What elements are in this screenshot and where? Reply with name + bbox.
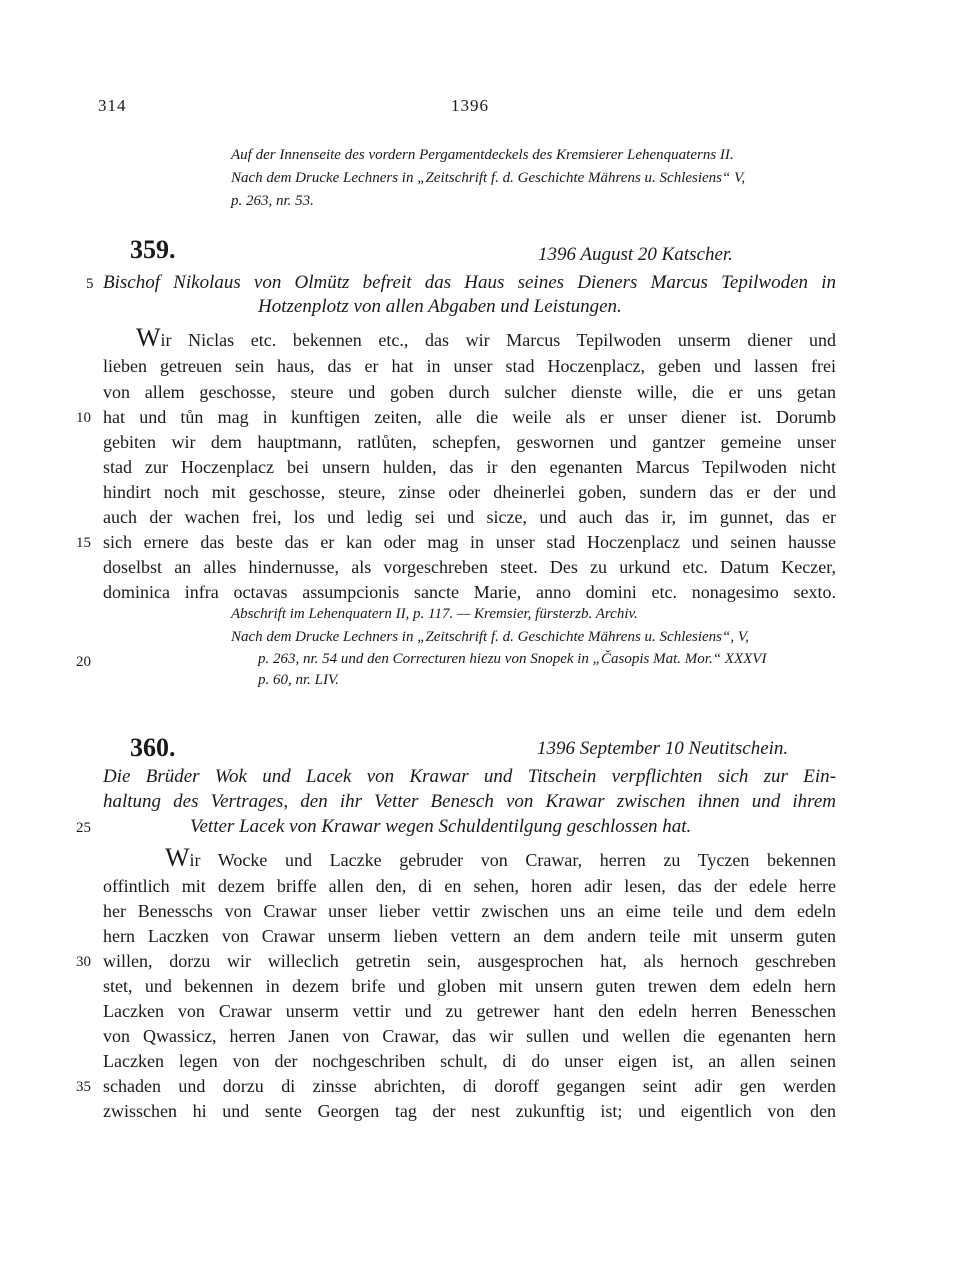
body-first-line: Wir Wocke und Laczke gebruder von Crawar, herren zu Tyczen bekennen xyxy=(165,843,836,872)
body-line: von Qwassicz, herren Janen von Crawar, das wir sullen und wellen die egenanten hern xyxy=(103,1026,836,1046)
line-number: 10 xyxy=(76,410,91,426)
line-number: 15 xyxy=(76,535,91,551)
body-line: gebiten wir dem hauptmann, ratlůten, schepfen, geswornen und gantzer gemeine unser xyxy=(103,432,836,452)
document-date-place: 1396 September 10 Neutitschein. xyxy=(537,738,789,759)
body-line: willen, dorzu wir willeclich getretin sein, ausgesprochen hat, als hernoch geschreben xyxy=(103,951,836,971)
body-line: Laczken legen von der nochgeschriben schult, di do unser eigen ist, an allen seinen xyxy=(103,1051,836,1071)
running-header-year: 1396 xyxy=(451,96,489,115)
body-line: sich ernere das beste das er kan oder mag in unser stad Hoczenplacz und seinen hausse xyxy=(103,532,836,552)
body-line: hindirt noch mit geschosse, steure, zinse oder dheinerlei goben, sundern das er der und xyxy=(103,482,836,502)
line-number: 35 xyxy=(76,1079,91,1095)
body-line: schaden und dorzu di zinsse abrichten, di doroff gegangen seint adir gen werden xyxy=(103,1076,836,1096)
document-number: 359. xyxy=(130,235,176,264)
line-number: 20 xyxy=(76,654,91,670)
body-line: zwisschen hi und sente Georgen tag der nest zukunftig ist; und eigentlich von den xyxy=(103,1101,836,1121)
page-number: 314 xyxy=(98,96,127,115)
source-note-line: p. 60, nr. LIV. xyxy=(258,672,339,688)
regest-line: Hotzenplotz von allen Abgaben und Leistungen. xyxy=(258,296,622,317)
body-line: hat und tůn mag in kunftigen zeiten, alle die weile als er unser diener ist. Dorumb xyxy=(103,407,836,427)
body-line: dominica infra octavas assumpcionis sancte Marie, anno domini etc. nonagesimo sexto. xyxy=(103,582,836,602)
source-note-line: Abschrift im Lehenquatern II, p. 117. — Kremsier, fürsterzb. Archiv. xyxy=(231,606,638,622)
document-number: 360. xyxy=(130,733,176,762)
line-number: 5 xyxy=(86,276,94,292)
body-line: her Benesschs von Crawar unser lieber vettir zwischen uns an eime teile und dem edeln xyxy=(103,901,836,921)
body-line: offintlich mit dezem briffe allen den, di en sehen, horen adir lesen, das der edele herre xyxy=(103,876,836,896)
body-line: Laczken von Crawar unserm vettir und zu getrewer hant den edeln herren Benesschen xyxy=(103,1001,836,1021)
source-note-line: p. 263, nr. 54 und den Correcturen hiezu von Snopek in „Časopis Mat. Mor.“ XXXVI xyxy=(258,651,767,667)
initial-letter: W xyxy=(136,323,161,352)
body-line: hern Laczken von Crawar unserm lieben vettern an dem andern teile mit unserm guten xyxy=(103,926,836,946)
line-number: 30 xyxy=(76,954,91,970)
regest-line: Die Brüder Wok und Lacek von Krawar und Titschein verpflichten sich zur Ein- xyxy=(103,766,836,787)
regest-line: haltung des Vertrages, den ihr Vetter Benesch von Krawar zwischen ihnen und ihrem xyxy=(103,791,836,812)
body-first-line: Wir Niclas etc. bekennen etc., das wir Marcus Tepilwoden unserm diener und xyxy=(136,323,836,352)
body-line: stad zur Hoczenplacz bei unsern hulden, das ir den egenanten Marcus Tepilwoden nicht xyxy=(103,457,836,477)
line-number: 25 xyxy=(76,820,91,836)
regest-line: Vetter Lacek von Krawar wegen Schuldentilgung geschlossen hat. xyxy=(190,816,692,837)
body-line: lieben getreuen sein haus, das er hat in unser stad Hoczenplacz, geben und lassen frei xyxy=(103,356,836,376)
source-note-line: Auf der Innenseite des vordern Pergamentdeckels des Kremsierer Lehenquaterns II. xyxy=(231,147,734,163)
regest-line: Bischof Nikolaus von Olmütz befreit das Haus seines Dieners Marcus Tepilwoden in xyxy=(103,272,836,293)
document-date-place: 1396 August 20 Katscher. xyxy=(538,244,733,265)
initial-letter: W xyxy=(165,843,190,872)
body-line: doselbst an alles hindernusse, als vorgeschreben steet. Des zu urkund etc. Datum Keczer, xyxy=(103,557,836,577)
source-note-line: p. 263, nr. 53. xyxy=(231,193,314,209)
body-line: auch der wachen frei, los und ledig sei und sicze, und auch das ir, im gunnet, das er xyxy=(103,507,836,527)
source-note-line: Nach dem Drucke Lechners in „Zeitschrift f. d. Geschichte Mährens u. Schlesiens“, V, xyxy=(231,629,749,645)
body-line: stet, und bekennen in dezem brife und globen mit unsern guten trewen dem edeln hern xyxy=(103,976,836,996)
source-note-line: Nach dem Drucke Lechners in „Zeitschrift f. d. Geschichte Mährens u. Schlesiens“ V, xyxy=(231,170,746,186)
body-line: von allem geschosse, steure und goben durch sulcher dienste wille, die er uns getan xyxy=(103,382,836,402)
